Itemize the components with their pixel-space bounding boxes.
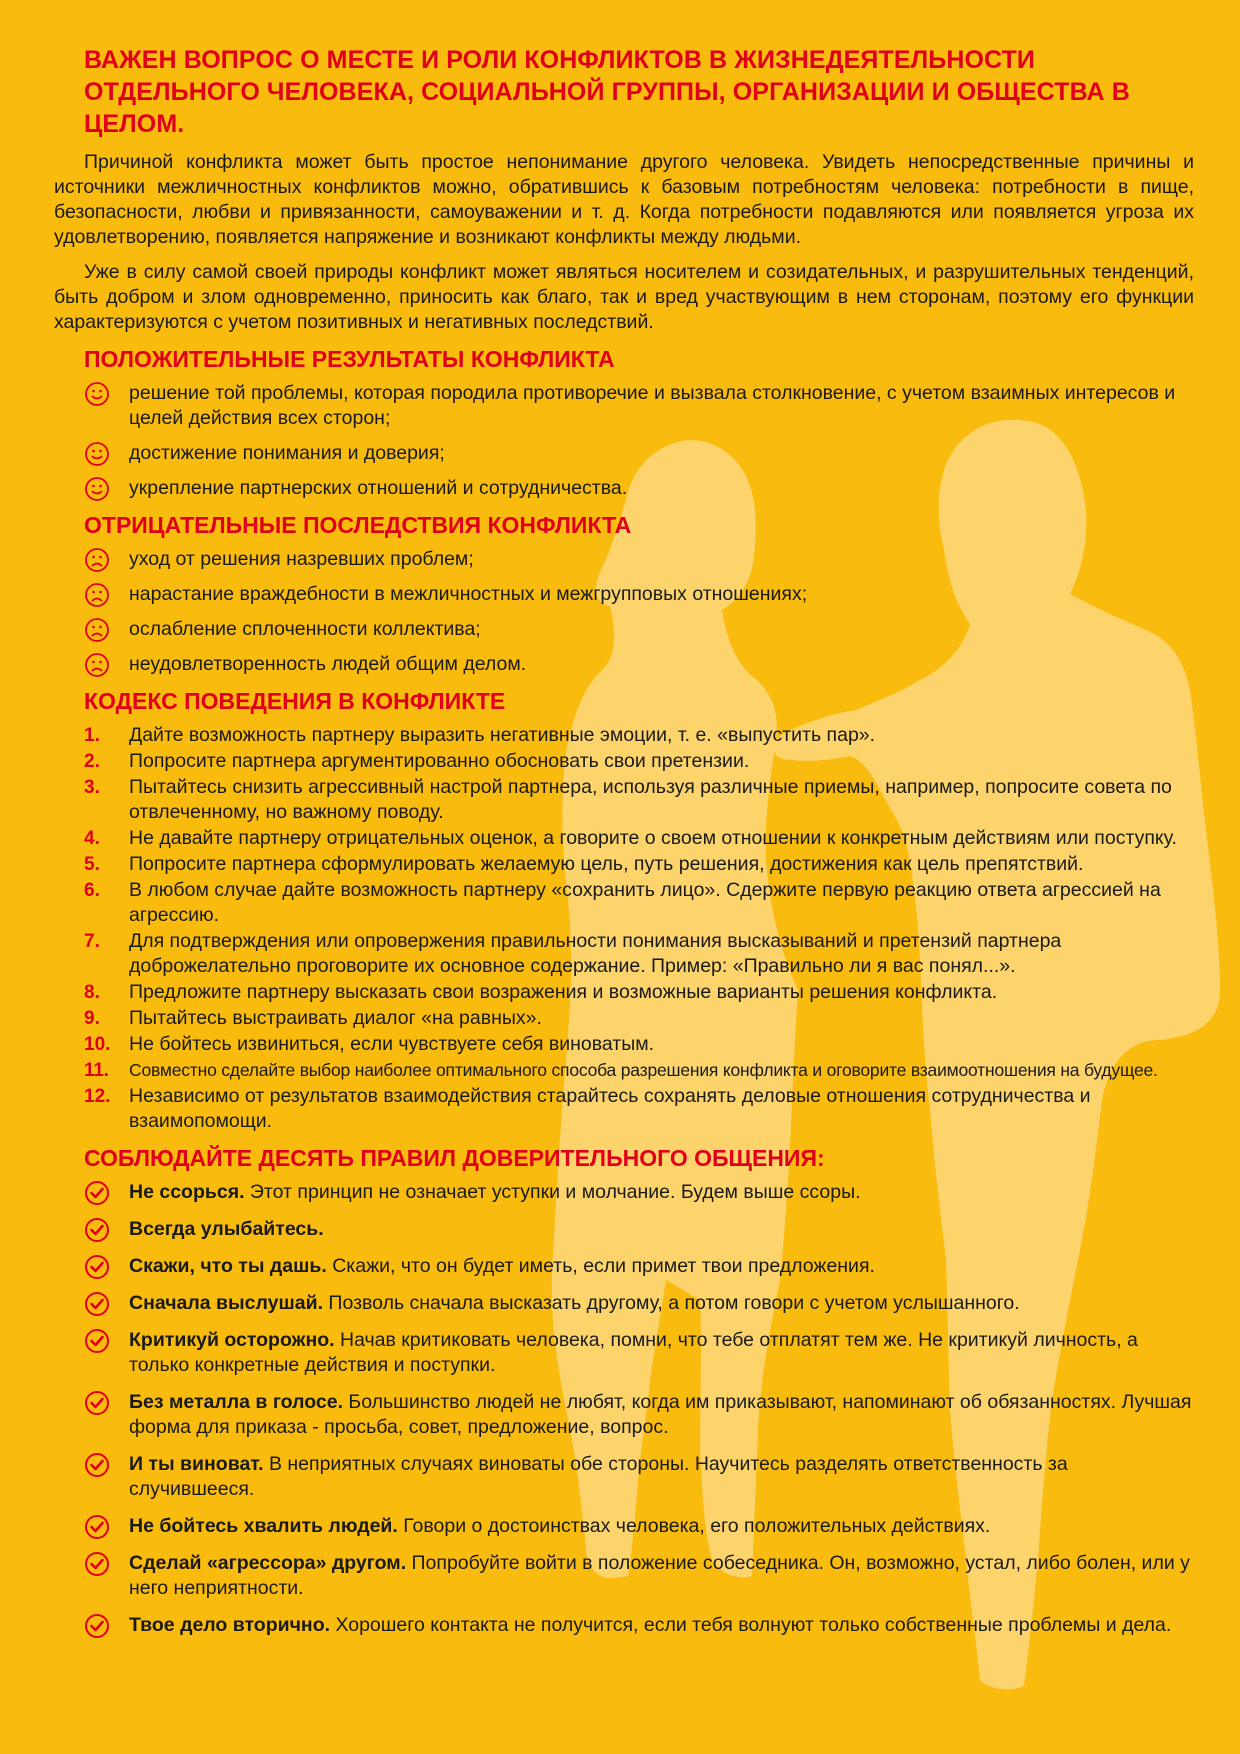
- list-item: [84, 1291, 1194, 1316]
- list-item: [84, 1452, 1194, 1502]
- code-list: [84, 723, 1194, 1134]
- list-item: [84, 852, 1194, 877]
- list-item: [84, 652, 1194, 677]
- list-item-text: Попросите партнера сформулировать желаемую цель, путь решения, достижения как цель препятствий.: [129, 853, 1084, 875]
- smile-icon: [84, 476, 110, 502]
- item-number: 11.: [84, 1060, 109, 1081]
- list-item: [84, 929, 1194, 979]
- rule-title: Скажи, что ты дашь.: [129, 1255, 327, 1277]
- list-item-text: уход от решения назревших проблем;: [129, 548, 474, 570]
- item-number: 9.: [84, 1008, 100, 1029]
- checkmark-icon: [84, 1180, 110, 1206]
- list-item: [84, 582, 1194, 607]
- rule-text: Скажи, что он будет иметь, если примет твои предложения.: [326, 1255, 875, 1277]
- list-item: [84, 1006, 1194, 1031]
- rule-title: Твое дело вторично.: [129, 1614, 331, 1636]
- rule-text: Этот принцип не означает уступки и молчание. Будем выше ссоры.: [244, 1181, 861, 1203]
- code-heading: КОДЕКС ПОВЕДЕНИЯ В КОНФЛИКТЕ: [84, 688, 506, 714]
- list-item: [84, 1328, 1194, 1378]
- item-number: 2.: [84, 751, 100, 772]
- rule-title: Сделай «агрессора» другом.: [129, 1552, 407, 1574]
- intro-section: [54, 150, 1194, 335]
- list-item-text: укрепление партнерских отношений и сотрудничества.: [129, 477, 628, 499]
- rule-title: Не ссорься.: [129, 1181, 245, 1203]
- checkmark-icon: [84, 1551, 110, 1577]
- item-number: 10.: [84, 1034, 111, 1055]
- list-item: [84, 723, 1194, 748]
- rule-text: Хорошего контакта не получится, если тебя волнуют только собственные проблемы и дела.: [330, 1614, 1172, 1636]
- rules-list: [84, 1180, 1194, 1638]
- list-item: [84, 1084, 1194, 1134]
- item-number: 6.: [84, 880, 100, 901]
- rule-title: И ты виноват.: [129, 1453, 264, 1475]
- rule-text: Начав критиковать человека, помни, что тебе отплатят тем же. Не критикуй личность, а только конкретные действия и поступки.: [129, 1329, 1138, 1376]
- list-item-text: Предложите партнеру высказать свои возражения и возможные варианты решения конфликта.: [129, 981, 998, 1003]
- list-item: [84, 1390, 1194, 1440]
- list-item-text: Пытайтесь снизить агрессивный настрой партнера, используя различные приемы, например, попросите совета по отвлеченному, но важному поводу.: [129, 776, 1172, 823]
- sad-face-icon: [84, 617, 110, 643]
- list-item-text: Попросите партнера аргументированно обосновать свои претензии.: [129, 750, 750, 772]
- list-item-text: ослабление сплоченности коллектива;: [129, 618, 481, 640]
- rule-text: Позволь сначала высказать другому, а потом говори с учетом услышанного.: [323, 1292, 1020, 1314]
- negative-list: [84, 547, 1194, 677]
- list-item: [84, 826, 1194, 851]
- rule-title: Всегда улыбайтесь.: [129, 1218, 324, 1240]
- list-item: [84, 1514, 1194, 1539]
- list-item: [84, 775, 1194, 825]
- list-item: [84, 381, 1194, 431]
- item-number: 8.: [84, 982, 100, 1003]
- list-item: [84, 749, 1194, 774]
- rule-text: Говори о достоинствах человека, его положительных действиях.: [397, 1515, 991, 1537]
- sad-face-icon: [84, 582, 110, 608]
- sad-face-icon: [84, 652, 110, 678]
- list-item: [84, 1613, 1194, 1638]
- list-item-text: нарастание враждебности в межличностных и межгрупповых отношениях;: [129, 583, 808, 605]
- checkmark-icon: [84, 1254, 110, 1280]
- checkmark-icon: [84, 1452, 110, 1478]
- list-item: [84, 1180, 1194, 1205]
- rule-text: В неприятных случаях виноваты обе стороны. Научитесь разделять ответственность за случившееся.: [129, 1453, 1068, 1500]
- list-item: [84, 1058, 1194, 1083]
- intro-paragraph-1: Причиной конфликта может быть простое непонимание другого человека. Увидеть непосредственные причины и источники межличностных конфликтов можно, обратившись к базовым потребностям человека: потребности в пище, безопасности, любви и привязанности, самоуважении и т. д. Когда потребности подавляются или появляется угроза их удовлетворению, появляется напряжение и возникают конфликты между людьми.: [54, 151, 1194, 248]
- list-item-text: Дайте возможность партнеру выразить негативные эмоции, т. е. «выпустить пар».: [129, 724, 876, 746]
- item-number: 4.: [84, 828, 100, 849]
- checkmark-icon: [84, 1390, 110, 1416]
- list-item-text: неудовлетворенность людей общим делом.: [129, 653, 527, 675]
- sad-face-icon: [84, 547, 110, 573]
- rule-text: Большинство людей не любят, когда им приказывают, напоминают об обязанностях. Лучшая форма для приказа - просьба, совет, предложение, вопрос.: [129, 1391, 1192, 1438]
- checkmark-icon: [84, 1328, 110, 1354]
- item-number: 3.: [84, 777, 100, 798]
- item-number: 7.: [84, 931, 100, 952]
- list-item: [84, 476, 1194, 501]
- item-number: 1.: [84, 725, 100, 746]
- rule-title: Сначала выслушай.: [129, 1292, 324, 1314]
- rule-title: Критикуй осторожно.: [129, 1329, 335, 1351]
- list-item-text: Не давайте партнеру отрицательных оценок, а говорите о своем отношении к конкретным действиям или поступку.: [129, 827, 1177, 849]
- checkmark-icon: [84, 1217, 110, 1243]
- list-item: [84, 1217, 1194, 1242]
- list-item: [84, 1254, 1194, 1279]
- rule-title: Не бойтесь хвалить людей.: [129, 1515, 398, 1537]
- checkmark-icon: [84, 1291, 110, 1317]
- list-item-text: Для подтверждения или опровержения правильности понимания высказываний и претензий партнера доброжелательно проговорите их основное содержание. Пример: «Правильно ли я вас понял...».: [129, 930, 1062, 977]
- list-item-text: Совместно сделайте выбор наиболее оптимального способа разрешения конфликта и оговорите взаимоотношения на будущее.: [129, 1060, 1158, 1080]
- list-item-text: Независимо от результатов взаимодействия старайтесь сохранять деловые отношения сотрудничества и взаимопомощи.: [129, 1085, 1091, 1132]
- list-item: [84, 878, 1194, 928]
- negative-heading: ОТРИЦАТЕЛЬНЫЕ ПОСЛЕДСТВИЯ КОНФЛИКТА: [84, 512, 632, 538]
- positive-heading: ПОЛОЖИТЕЛЬНЫЕ РЕЗУЛЬТАТЫ КОНФЛИКТА: [84, 346, 615, 372]
- list-item: [84, 617, 1194, 642]
- list-item: [84, 1551, 1194, 1601]
- list-item: [84, 441, 1194, 466]
- rule-title: Без металла в голосе.: [129, 1391, 344, 1413]
- smile-icon: [84, 441, 110, 467]
- checkmark-icon: [84, 1514, 110, 1540]
- list-item-text: Пытайтесь выстраивать диалог «на равных».: [129, 1007, 542, 1029]
- list-item-text: достижение понимания и доверия;: [129, 442, 445, 464]
- positive-list: [84, 381, 1194, 501]
- smile-icon: [84, 381, 110, 407]
- rules-heading: СОБЛЮДАЙТЕ ДЕСЯТЬ ПРАВИЛ ДОВЕРИТЕЛЬНОГО ОБЩЕНИЯ:: [84, 1145, 825, 1171]
- page-title: ВАЖЕН ВОПРОС О МЕСТЕ И РОЛИ КОНФЛИКТОВ В ЖИЗНЕДЕЯТЕЛЬНОСТИ ОТДЕЛЬНОГО ЧЕЛОВЕКА, СОЦИАЛЬНОЙ ГРУППЫ, ОРГАНИЗАЦИИ И ОБЩЕСТВА В ЦЕЛОМ.: [84, 46, 1130, 138]
- list-item-text: В любом случае дайте возможность партнеру «сохранить лицо». Сдержите первую реакцию ответа агрессией на агрессию.: [129, 879, 1161, 926]
- item-number: 5.: [84, 854, 100, 875]
- list-item: [84, 1032, 1194, 1057]
- checkmark-icon: [84, 1613, 110, 1639]
- item-number: 12.: [84, 1086, 111, 1107]
- list-item-text: решение той проблемы, которая породила противоречие и вызвала столкновение, с учетом взаимных интересов и целей действия всех сторон;: [129, 382, 1176, 429]
- list-item-text: Не бойтесь извиниться, если чувствуете себя виноватым.: [129, 1033, 655, 1055]
- list-item: [84, 980, 1194, 1005]
- list-item: [84, 547, 1194, 572]
- intro-paragraph-2: Уже в силу самой своей природы конфликт может являться носителем и созидательных, и разрушительных тенденций, быть добром и злом одновременно, приносить как благо, так и вред участвующим в нем сторонам, поэтому его функции характеризуются с учетом позитивных и негативных последствий.: [54, 261, 1194, 333]
- rule-text: Попробуйте войти в положение собеседника. Он, возможно, устал, либо болен, или у него неприятности.: [129, 1552, 1190, 1599]
